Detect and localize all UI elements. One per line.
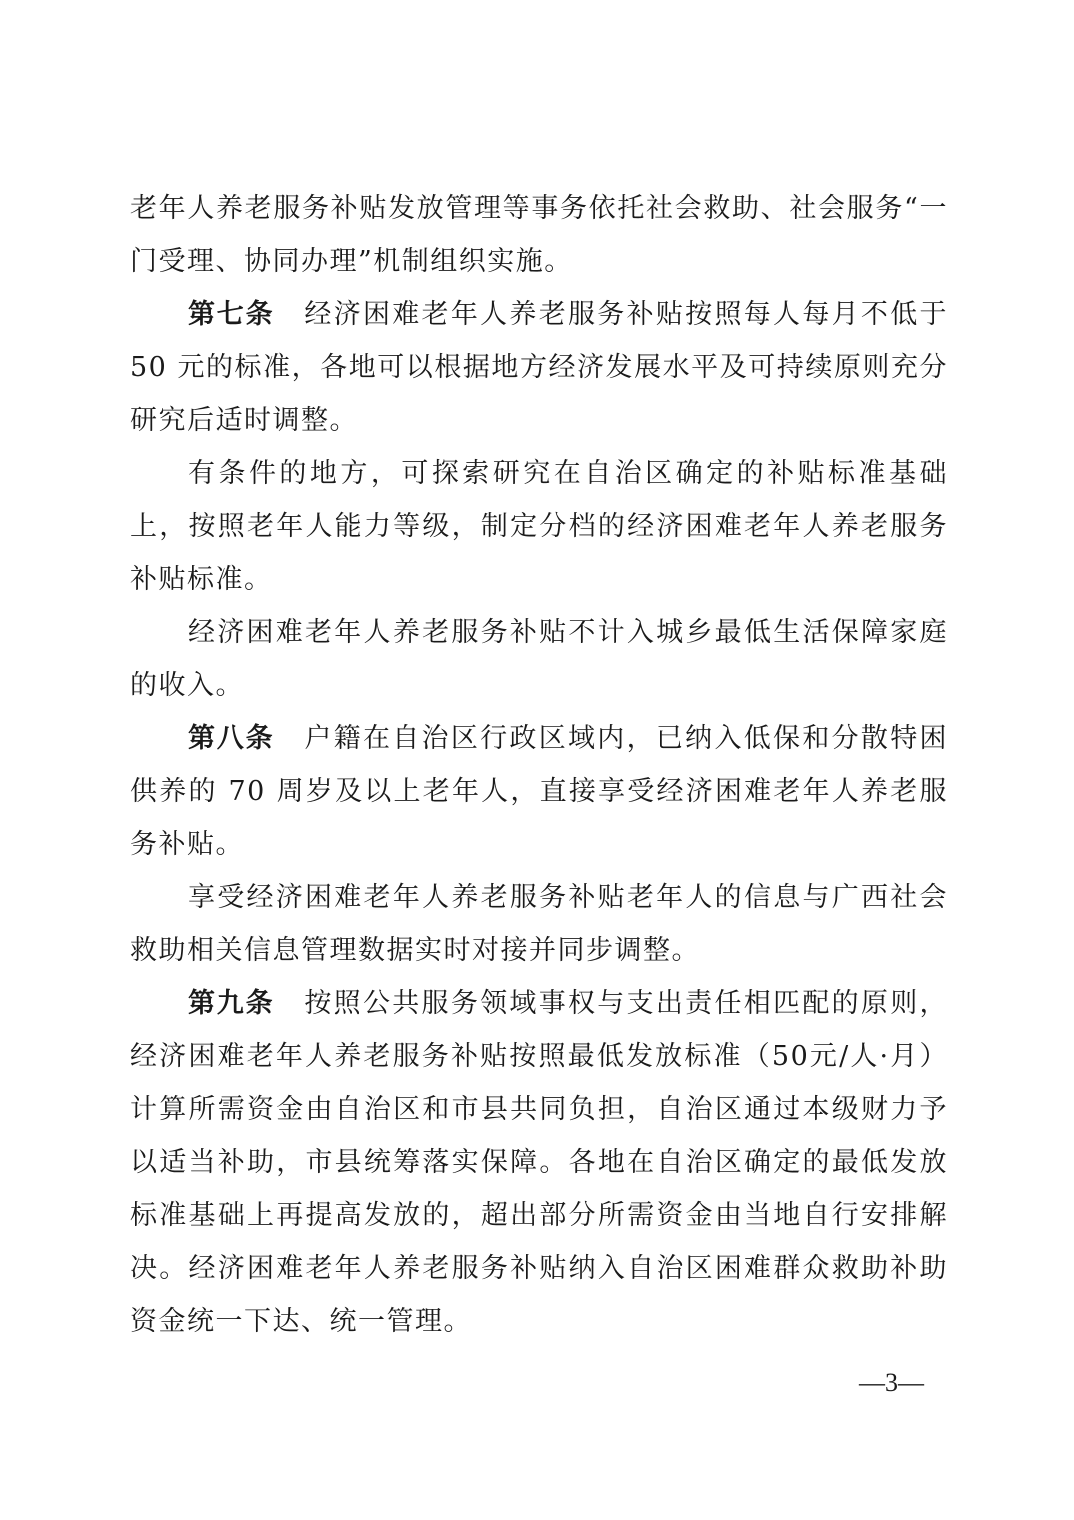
article-number: 第九条 (188, 988, 275, 1019)
paragraph-article-8 (130, 712, 948, 871)
paragraph-3 (130, 447, 948, 606)
page-number: —3— (859, 1368, 924, 1397)
document-body (130, 182, 948, 1348)
article-number: 第七条 (188, 299, 275, 330)
paragraph-article-7 (130, 288, 948, 447)
paragraph-text: 户籍在自治区行政区域内，已纳入低保和分散特困供养的 70 周岁及以上老年人，直接享受经济困难老年人养老服务补贴。 (130, 723, 948, 860)
paragraph-6 (130, 871, 948, 977)
paragraph-text: 经济困难老年人养老服务补贴按照每人每月不低于50 元的标准，各地可以根据地方经济发展水平及可持续原则充分研究后适时调整。 (130, 299, 948, 436)
paragraph-text: 享受经济困难老年人养老服务补贴老年人的信息与广西社会救助相关信息管理数据实时对接并同步调整。 (130, 882, 948, 966)
paragraph-text: 按照公共服务领域事权与支出责任相匹配的原则，经济困难老年人养老服务补贴按照最低发放标准（50元/人·月）计算所需资金由自治区和市县共同负担，自治区通过本级财力予以适当补助，市县统筹落实保障。各地在自治区确定的最低发放标准基础上再提高发放的，超出部分所需资金由当地自行安排解决。经济困难老年人养老服务补贴纳入自治区困难群众救助补助资金统一下达、统一管理。 (130, 988, 948, 1337)
paragraph-article-9 (130, 977, 948, 1348)
paragraph-1 (130, 182, 948, 288)
paragraph-text: 老年人养老服务补贴发放管理等事务依托社会救助、社会服务“一门受理、协同办理”机制组织实施。 (130, 193, 948, 277)
paragraph-4 (130, 606, 948, 712)
paragraph-text: 经济困难老年人养老服务补贴不计入城乡最低生活保障家庭的收入。 (130, 617, 948, 701)
paragraph-text: 有条件的地方，可探索研究在自治区确定的补贴标准基础上，按照老年人能力等级，制定分档的经济困难老年人养老服务补贴标准。 (130, 458, 948, 595)
article-number: 第八条 (188, 723, 275, 754)
